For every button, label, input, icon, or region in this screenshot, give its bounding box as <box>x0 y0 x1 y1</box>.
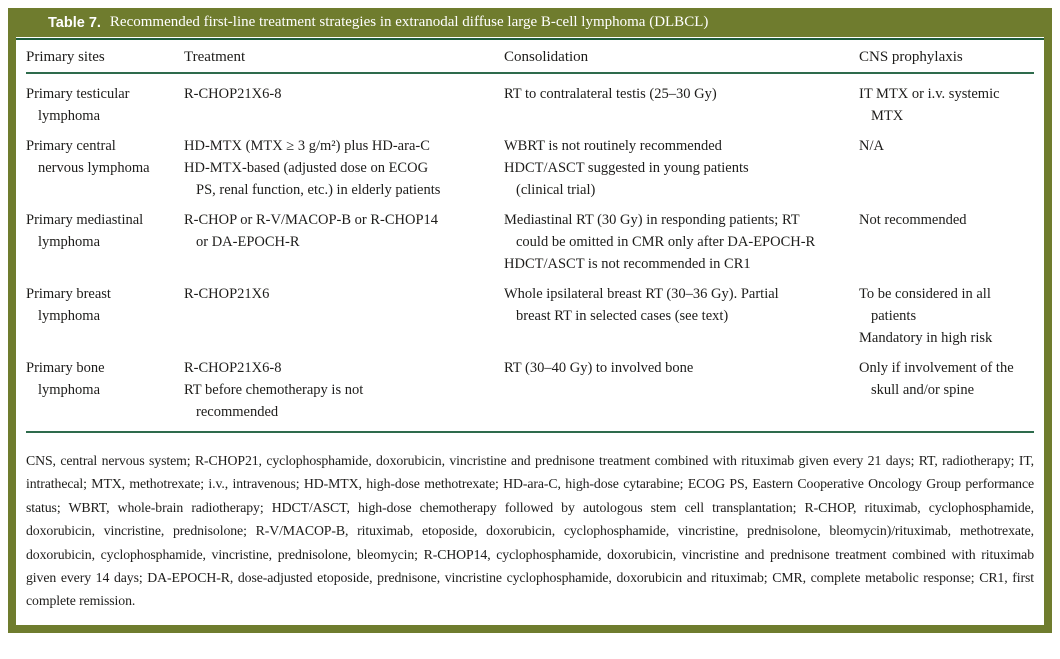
cell-line: (clinical trial) <box>516 182 596 198</box>
cell-consolidation <box>504 135 859 201</box>
cell-line: To be considered in all <box>859 286 991 302</box>
table-row <box>26 209 1034 275</box>
table-title-bar <box>16 8 1044 37</box>
table-title: Recommended first-line treatment strategies in extranodal diffuse large B-cell lymphoma (DLBCL) <box>109 14 709 30</box>
cell-cns-prophylaxis <box>859 209 1034 275</box>
cell-line: HD-MTX (MTX ≥ 3 g/m²) plus HD-ara-C <box>184 138 430 154</box>
cell-line: RT (30–40 Gy) to involved bone <box>504 360 694 376</box>
cell-line: lymphoma <box>38 382 101 398</box>
table-row <box>26 283 1034 349</box>
cell-cns-prophylaxis <box>859 135 1034 201</box>
cell-line: Not recommended <box>859 212 967 228</box>
cell-line: RT to contralateral testis (25–30 Gy) <box>504 86 717 102</box>
cell-consolidation <box>504 357 859 423</box>
cell-line: HDCT/ASCT is not recommended in CR1 <box>504 256 751 272</box>
cell-line: PS, renal function, etc.) in elderly patients <box>196 182 441 198</box>
cell-consolidation <box>504 209 859 275</box>
cell-treatment <box>184 283 504 349</box>
table-content <box>16 40 1044 625</box>
cell-line: Primary mediastinal <box>26 212 144 228</box>
footnote: CNS, central nervous system; R-CHOP21, cyclophosphamide, doxorubicin, vincristine and prednisone treatment combined with rituximab given every 21 days; RT, radiotherapy; IT, intrathecal; MTX, methotrexate; i.v., intravenous; HD-MTX, high-dose methotrexate; HD-ara-C, high-dose cytarabine; ECOG PS, Eastern Cooperative Oncology Group performance status; WBRT, whole-brain radiotherapy; HDCT/ASCT, high-dose chemotherapy followed by autologous stem cell transplantation; R-CHOP, rituximab, cyclophosphamide, doxorubicin, vincristine, prednisolone; R-V/MACOP-B, rituximab, etoposide, doxorubicin, cyclophosphamide, vincristine, prednisolone, bleomycin)/rituximab, methotrexate, doxorubicin, cyclophosphamide, vincristine, prednisolone, bleomycin; R-CHOP14, cyclophosphamide, doxorubicin, vincristine and prednisone treatment combined with rituximab given every 14 days; DA-EPOCH-R, dose-adjusted etoposide, prednisone, vincristine cyclophosphamide, doxorubicin and rituximab; CMR, complete metabolic response; CR1, first complete remission. <box>26 453 1034 609</box>
cell-primary-site <box>26 83 184 127</box>
table7-card <box>8 8 1052 633</box>
cell-line: R-CHOP21X6-8 <box>184 360 282 376</box>
cell-treatment <box>184 209 504 275</box>
cell-treatment <box>184 357 504 423</box>
column-header-consolidation: Consolidation <box>504 49 589 65</box>
cell-treatment <box>184 83 504 127</box>
cell-line: lymphoma <box>38 234 101 250</box>
cell-line: recommended <box>196 404 279 420</box>
table-row <box>26 83 1034 127</box>
table-number: Table 7. <box>48 14 101 31</box>
cell-line: Whole ipsilateral breast RT (30–36 Gy). Partial <box>504 286 779 302</box>
column-header-treatment: Treatment <box>184 49 246 65</box>
cell-line: HDCT/ASCT suggested in young patients <box>504 160 749 176</box>
cell-treatment <box>184 135 504 201</box>
column-header-row <box>26 40 1034 72</box>
cell-line: Primary breast <box>26 286 111 302</box>
cell-line: RT before chemotherapy is not <box>184 382 364 398</box>
cell-line: N/A <box>859 138 884 154</box>
cell-primary-site <box>26 283 184 349</box>
cell-line: HD-MTX-based (adjusted dose on ECOG <box>184 160 429 176</box>
table-row <box>26 357 1034 423</box>
cell-line: Primary central <box>26 138 116 154</box>
cell-line: R-CHOP21X6 <box>184 286 270 302</box>
cell-consolidation <box>504 283 859 349</box>
table-row <box>26 135 1034 201</box>
cell-cns-prophylaxis <box>859 283 1034 349</box>
cell-line: Primary testicular <box>26 86 130 102</box>
cell-line: WBRT is not routinely recommended <box>504 138 722 154</box>
cell-line: R-CHOP21X6-8 <box>184 86 282 102</box>
cell-primary-site <box>26 209 184 275</box>
cell-line: lymphoma <box>38 308 101 324</box>
cell-line: MTX <box>871 108 904 124</box>
column-header-cns-prophylaxis: CNS prophylaxis <box>859 49 963 65</box>
cell-line: Mandatory in high risk <box>859 330 993 346</box>
column-header-primary-site: Primary sites <box>26 49 105 65</box>
cell-line: or DA-EPOCH-R <box>196 234 300 250</box>
cell-line: skull and/or spine <box>871 382 975 398</box>
cell-cns-prophylaxis <box>859 83 1034 127</box>
cell-cns-prophylaxis <box>859 357 1034 423</box>
cell-line: R-CHOP or R-V/MACOP-B or R-CHOP14 <box>184 212 439 228</box>
cell-line: nervous lymphoma <box>38 160 150 176</box>
cell-line: patients <box>871 308 917 324</box>
table-body <box>26 74 1034 423</box>
cell-line: could be omitted in CMR only after DA-EPOCH-R <box>516 234 816 250</box>
cell-line: Mediastinal RT (30 Gy) in responding patients; RT <box>504 212 800 228</box>
cell-primary-site <box>26 135 184 201</box>
cell-line: breast RT in selected cases (see text) <box>516 308 729 324</box>
cell-line: Primary bone <box>26 360 105 376</box>
cell-consolidation <box>504 83 859 127</box>
cell-line: lymphoma <box>38 108 101 124</box>
cell-line: IT MTX or i.v. systemic <box>859 86 1000 102</box>
cell-line: Only if involvement of the <box>859 360 1014 376</box>
cell-primary-site <box>26 357 184 423</box>
